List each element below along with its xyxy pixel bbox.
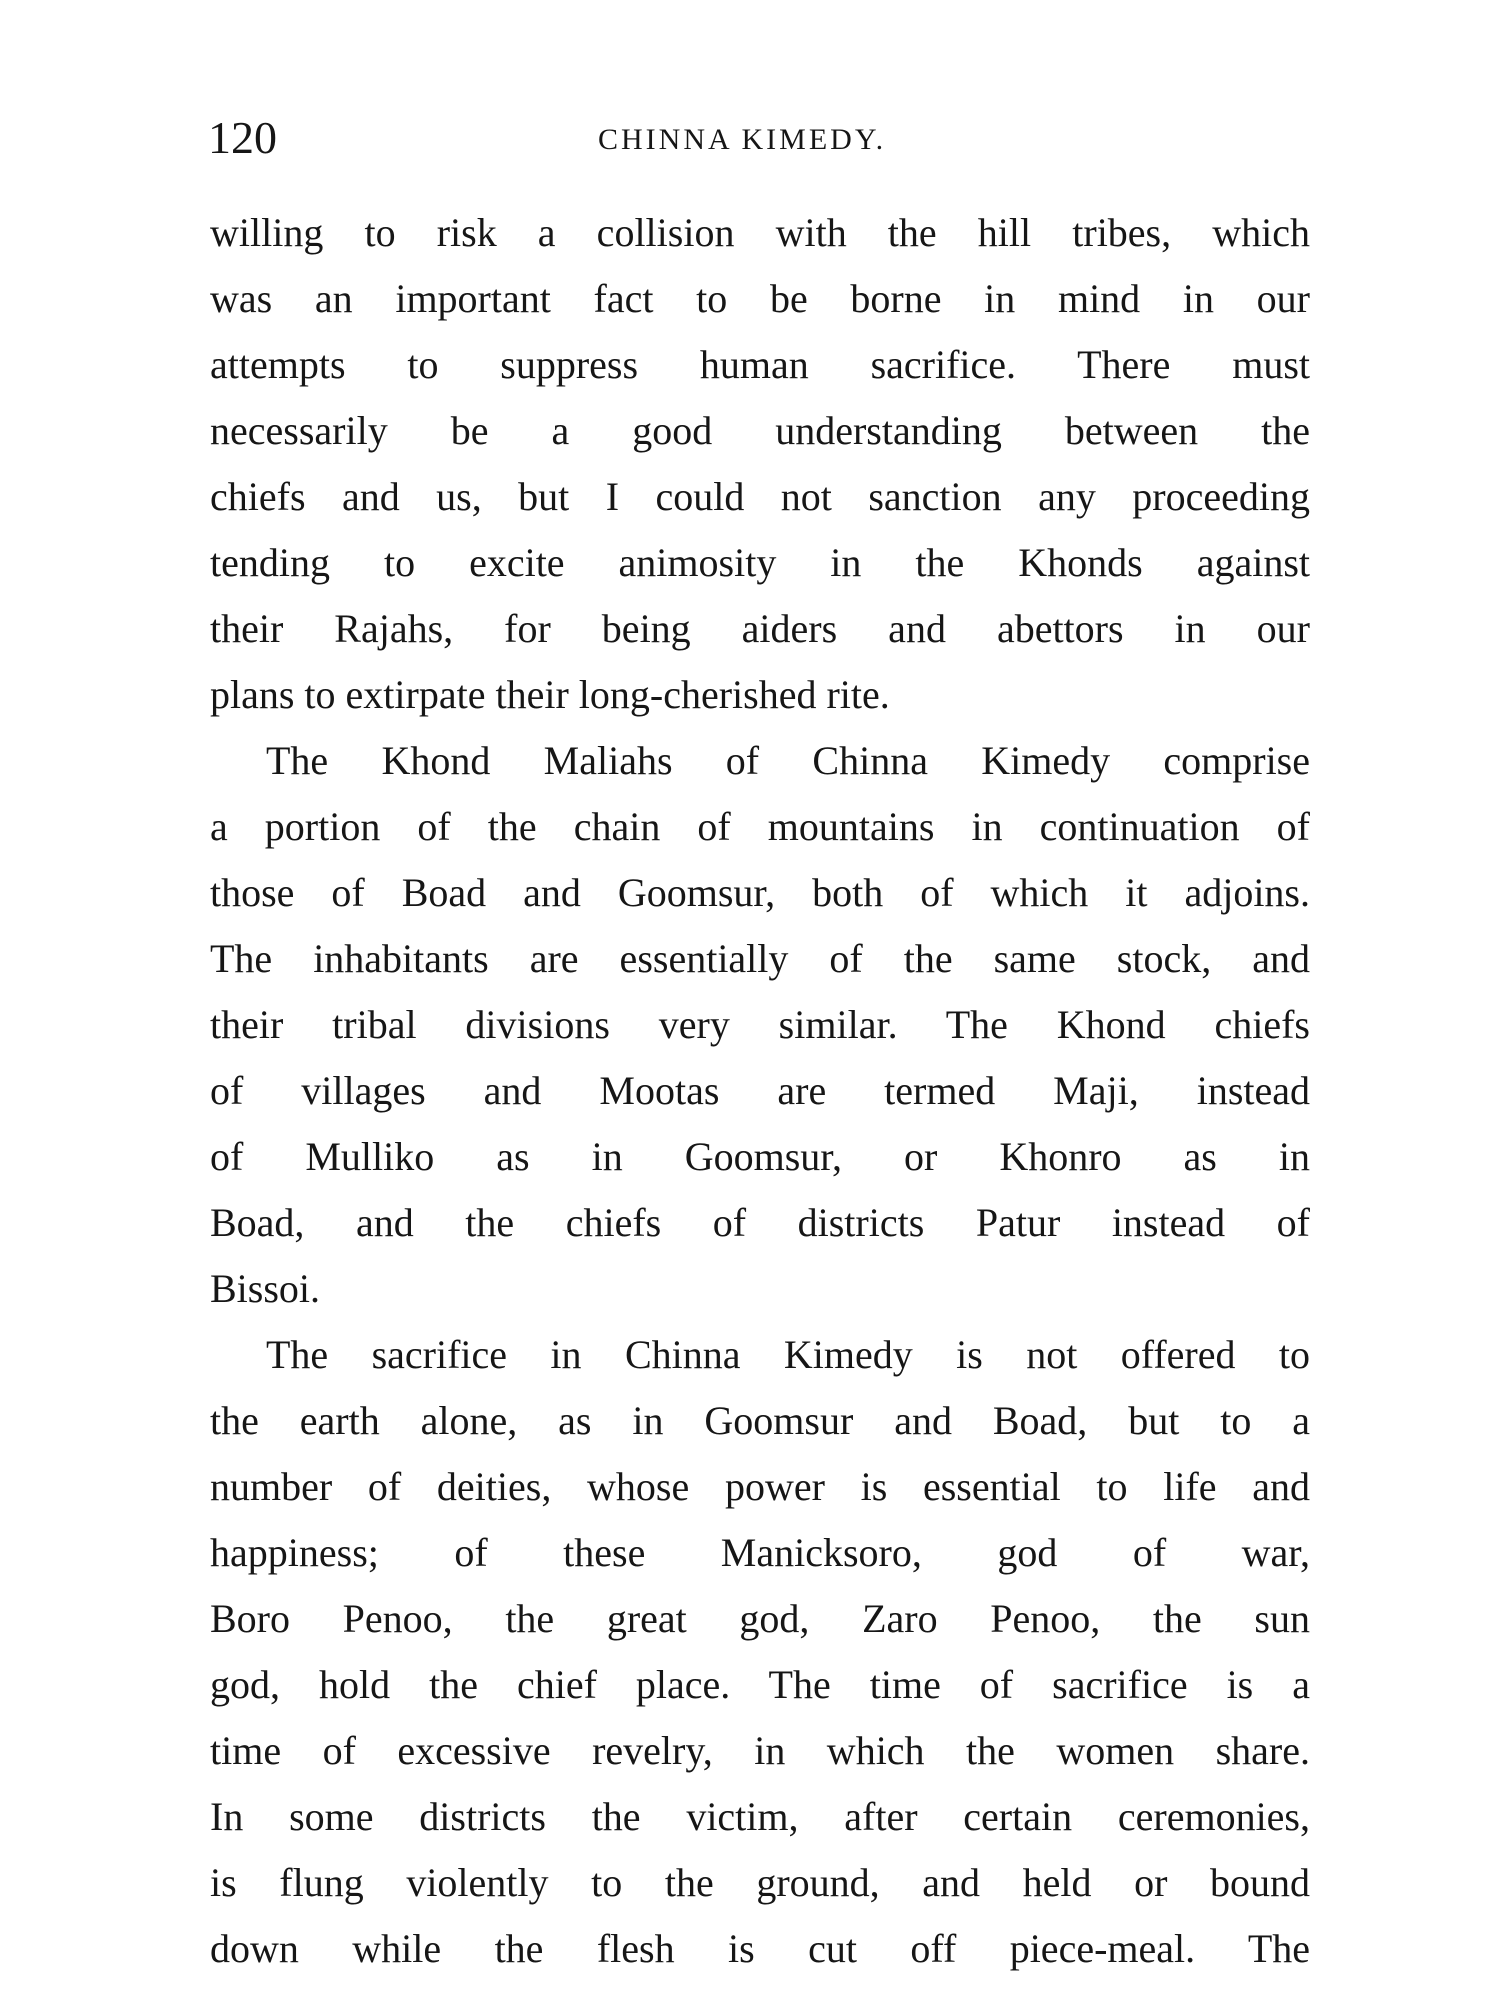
paragraph (210, 728, 1310, 1322)
text-line: their Rajahs, for being aiders and abettors in our (210, 606, 1310, 651)
text-line: is flung violently to the ground, and held or bound (210, 1860, 1310, 1905)
text-line: attempts to suppress human sacrifice. There must (210, 342, 1310, 387)
text-line: those of Boad and Goomsur, both of which it adjoins. (210, 870, 1310, 915)
text-line: The sacrifice in Chinna Kimedy is not offered to (266, 1332, 1310, 1377)
text-line: was an important fact to be borne in mind in our (210, 276, 1310, 321)
text-line: a portion of the chain of mountains in continuation of (210, 804, 1310, 849)
text-line: Boro Penoo, the great god, Zaro Penoo, the sun (210, 1596, 1310, 1641)
paragraph (210, 1322, 1310, 1982)
running-title: CHINNA KIMEDY. (598, 123, 887, 156)
text-line: of villages and Mootas are termed Maji, instead (210, 1068, 1310, 1113)
text-line: The inhabitants are essentially of the same stock, and (210, 936, 1310, 981)
text-line: the earth alone, as in Goomsur and Boad, but to a (210, 1398, 1310, 1443)
text-line: chiefs and us, but I could not sanction any proceeding (210, 474, 1310, 519)
text-line: Boad, and the chiefs of districts Patur instead of (210, 1200, 1310, 1245)
text-line: happiness; of these Manicksoro, god of war, (210, 1530, 1310, 1575)
text-line: down while the flesh is cut off piece-meal. The (210, 1926, 1310, 1971)
text-line: god, hold the chief place. The time of sacrifice is a (210, 1662, 1310, 1707)
text-line: willing to risk a collision with the hill tribes, which (210, 210, 1310, 255)
text-line: necessarily be a good understanding between the (210, 408, 1310, 453)
text-line: of Mulliko as in Goomsur, or Khonro as in (210, 1134, 1310, 1179)
body-text (210, 200, 1310, 1982)
text-line: number of deities, whose power is essential to life and (210, 1464, 1310, 1509)
text-line: tending to excite animosity in the Khonds against (210, 540, 1310, 585)
paragraph (210, 200, 1310, 728)
text-line: The Khond Maliahs of Chinna Kimedy comprise (266, 738, 1310, 783)
text-line: Bissoi. (210, 1266, 321, 1311)
text-line: time of excessive revelry, in which the women share. (210, 1728, 1310, 1773)
text-line: In some districts the victim, after certain ceremonies, (210, 1794, 1310, 1839)
text-line: their tribal divisions very similar. The Khond chiefs (210, 1002, 1310, 1047)
running-head (208, 108, 1308, 168)
page-number: 120 (208, 112, 277, 163)
text-line: plans to extirpate their long-cherished rite. (210, 672, 890, 717)
